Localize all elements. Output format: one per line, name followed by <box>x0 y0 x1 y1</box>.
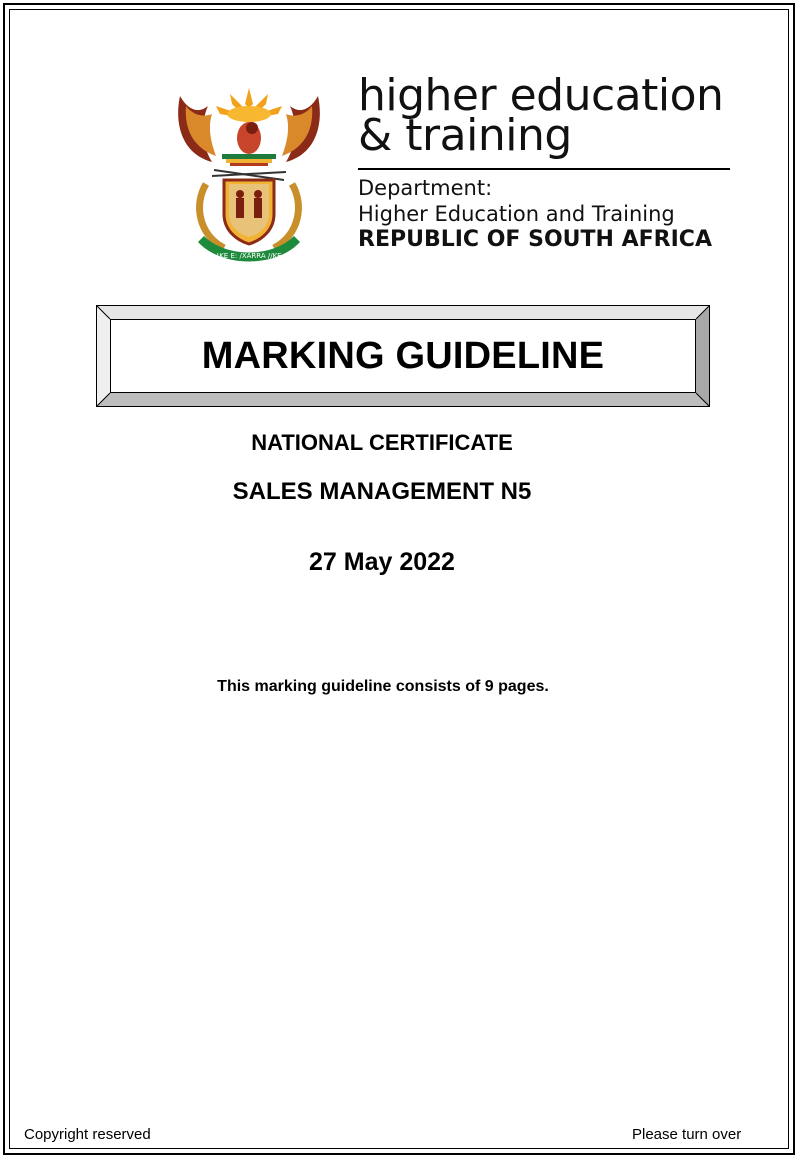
title-panel <box>110 319 696 393</box>
department-label: Department: <box>358 176 493 200</box>
department-name: Higher Education and Training <box>358 202 675 226</box>
crest-motto: !KE E: /XARRA //KE <box>216 252 282 260</box>
heading-line1: higher education <box>358 70 724 121</box>
page-count-note: This marking guideline consists of 9 pages. <box>217 678 549 695</box>
heading-line2: & training <box>358 110 572 161</box>
subject-title: SALES MANAGEMENT N5 <box>232 478 532 505</box>
heading-divider <box>358 168 730 170</box>
country-name: REPUBLIC OF SOUTH AFRICA <box>358 227 712 252</box>
turn-over-footer: Please turn over <box>632 1126 742 1143</box>
coat-of-arms-logo <box>172 84 326 268</box>
certificate-label: NATIONAL CERTIFICATE <box>251 430 513 455</box>
copyright-footer: Copyright reserved <box>24 1126 151 1143</box>
exam-date: 27 May 2022 <box>309 548 455 576</box>
document-title: MARKING GUIDELINE <box>201 334 605 377</box>
sun-icon <box>216 88 282 122</box>
department-heading <box>358 70 738 161</box>
title-frame <box>96 305 710 407</box>
